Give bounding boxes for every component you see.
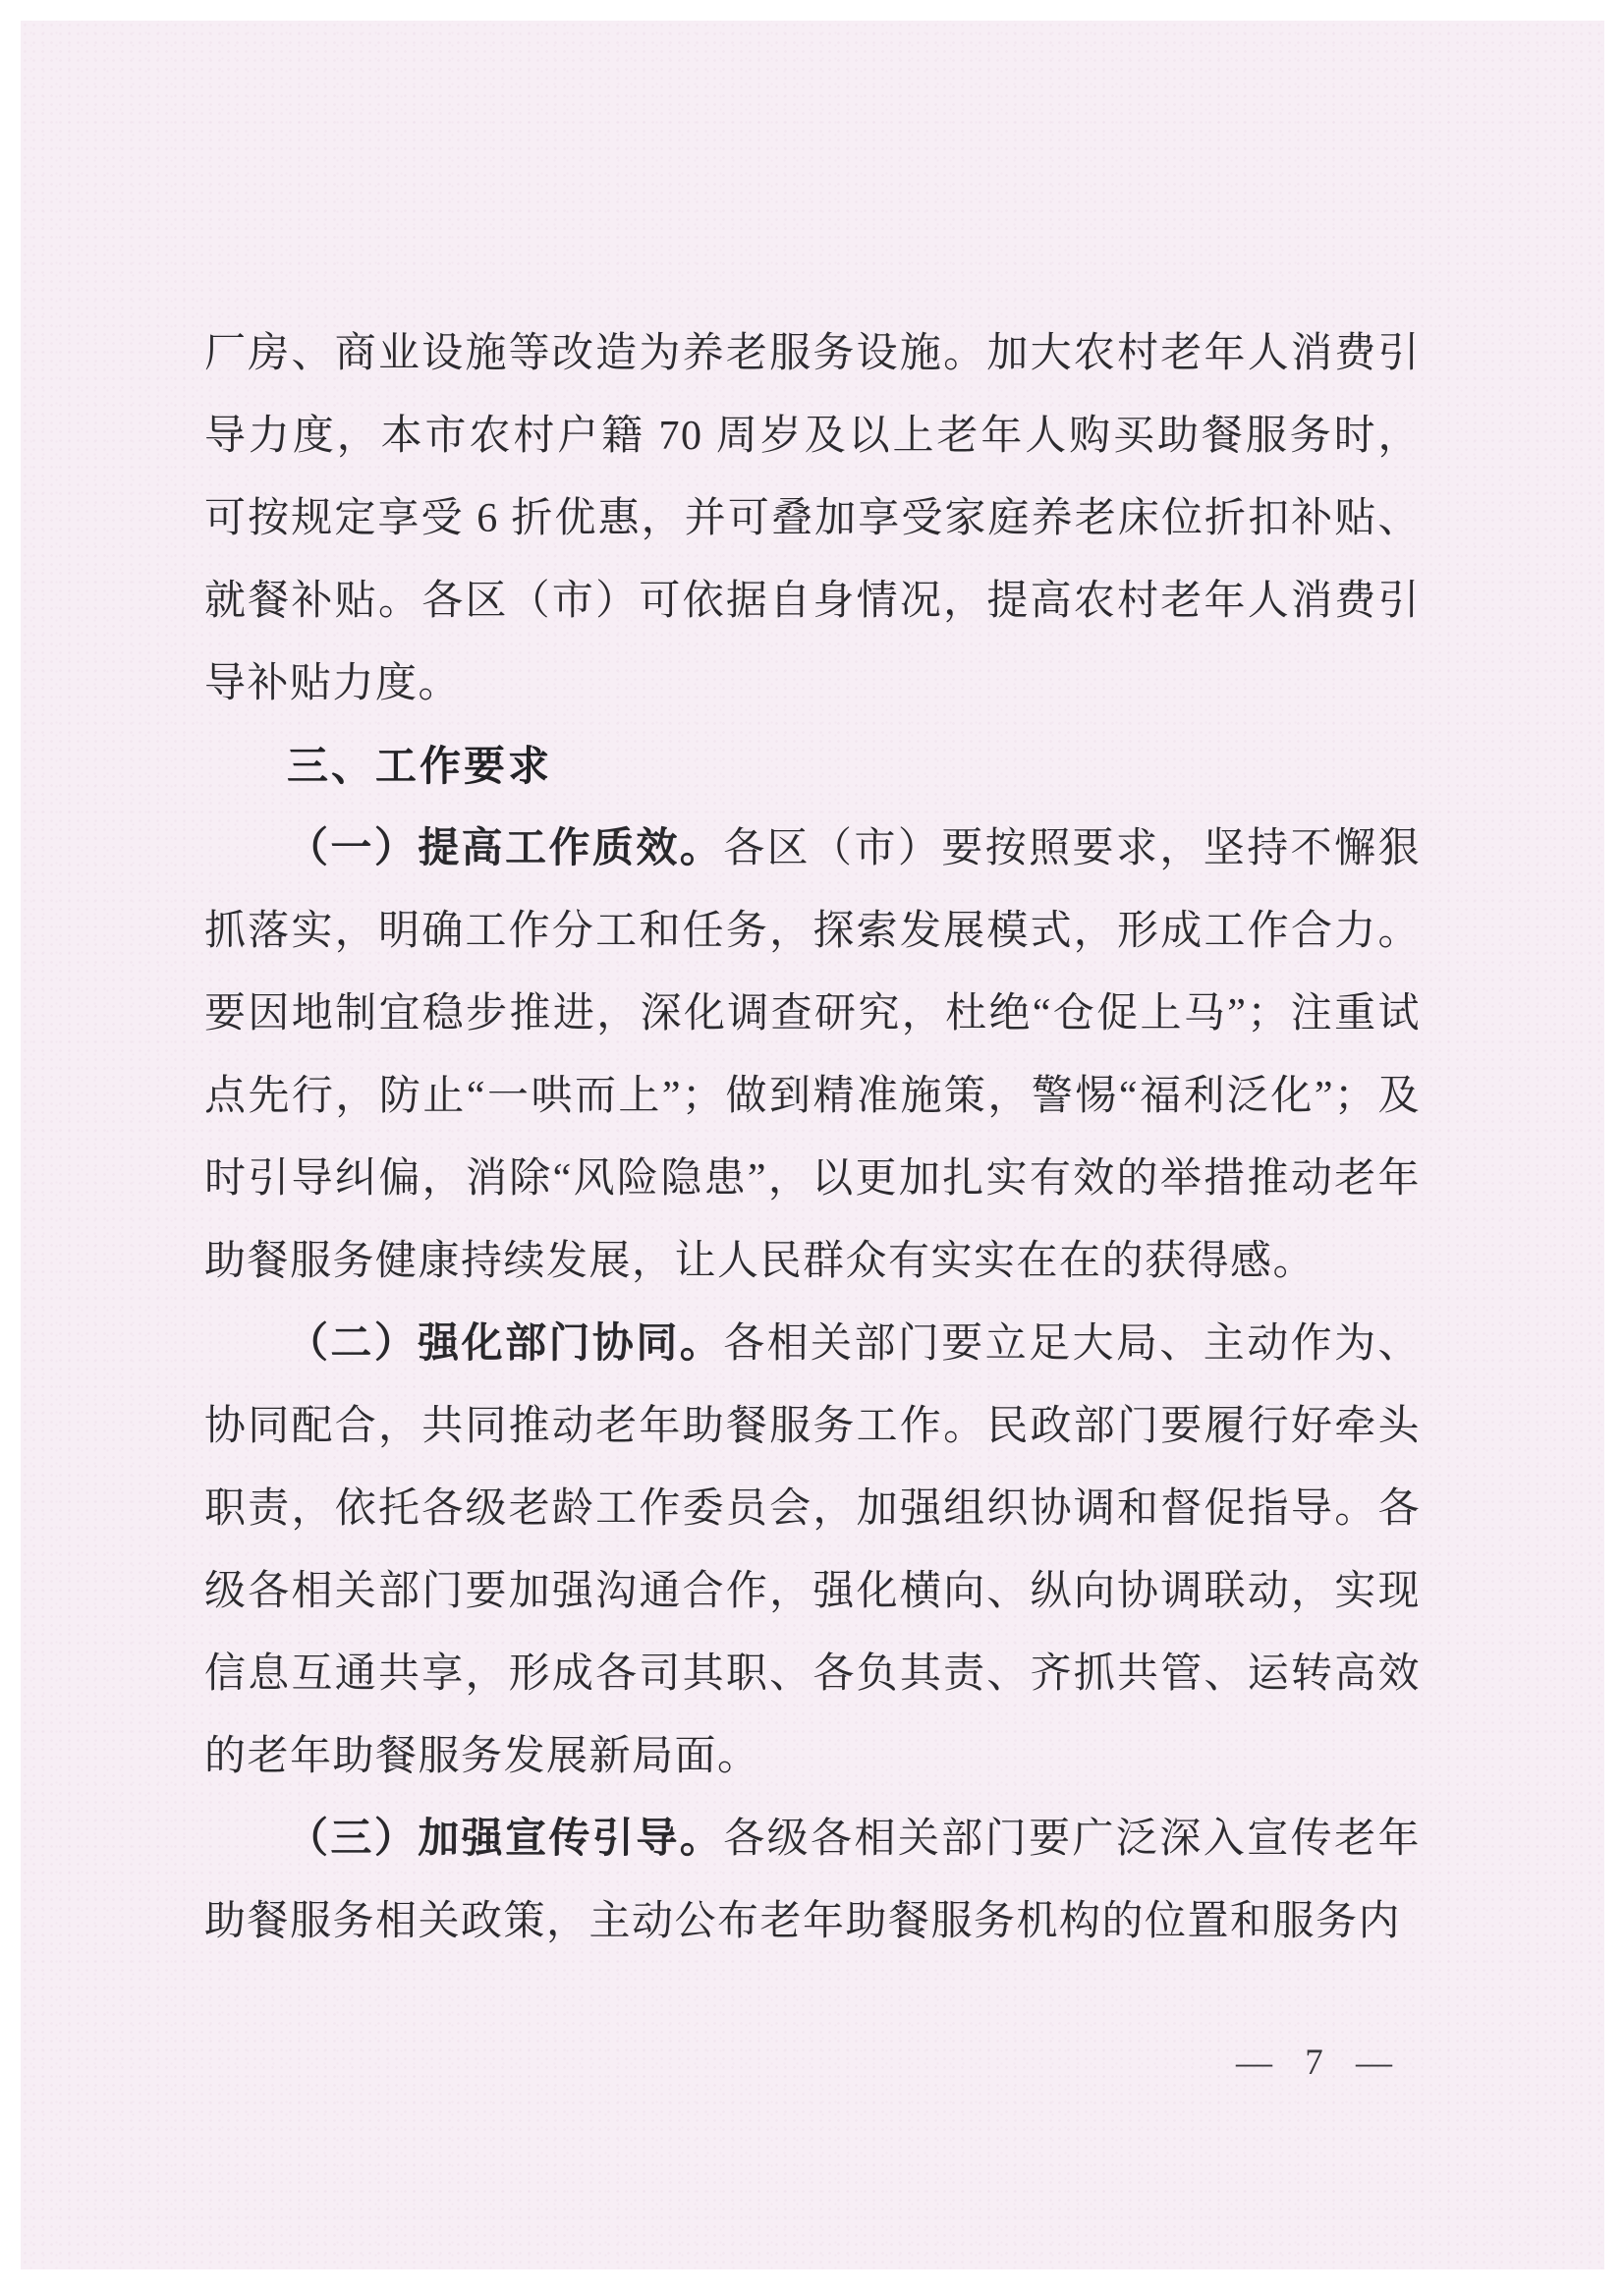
paragraph-lead: （一）提高工作质效。 xyxy=(287,826,724,871)
body-paragraph: （三）加强宣传引导。各级各相关部门要广泛深入宣传老年助餐服务相关政策，主动公布老年助餐服务机构的位置和服务内 xyxy=(204,1817,1421,1944)
body-paragraph: （二）强化部门协同。各相关部门要立足大局、主动作为、协同配合，共同推动老年助餐服务工作。民政部门要履行好牵头职责，依托各级老龄工作委员会，加强组织协调和督促指导。各级各相关部门要加强沟通合作，强化横向、纵向协调联动，实现信息互通共享，形成各司其职、各负其责、齐抓共管、运转高效的老年助餐服务发展新局面。 xyxy=(204,1321,1421,1779)
document-body xyxy=(204,312,1421,1963)
paragraph-lead: （二）强化部门协同。 xyxy=(287,1321,724,1367)
body-paragraph: 厂房、商业设施等改造为养老服务设施。加大农村老年人消费引导力度，本市农村户籍 70 周岁及以上老年人购买助餐服务时，可按规定享受 6 折优惠，并可叠加享受家庭养老床位折扣补贴、就餐补贴。各区（市）可依据自身情况，提高农村老年人消费引导补贴力度。 xyxy=(204,331,1421,706)
paragraph-lead: （三）加强宣传引导。 xyxy=(287,1817,724,1862)
section-heading: 三、工作要求 xyxy=(287,743,553,789)
body-paragraph: （一）提高工作质效。各区（市）要按照要求，坚持不懈狠抓落实，明确工作分工和任务，探索发展模式，形成工作合力。要因地制宜稳步推进，深化调查研究，杜绝“仓促上马”；注重试点先行，防止“一哄而上”；做到精准施策，警惕“福利泛化”；及时引导纠偏，消除“风险隐患”，以更加扎实有效的举措推动老年助餐服务健康持续发展，让人民群众有实实在在的获得感。 xyxy=(204,826,1421,1284)
document-page xyxy=(21,21,1604,2269)
page-number: — 7 — xyxy=(1236,2043,1396,2083)
